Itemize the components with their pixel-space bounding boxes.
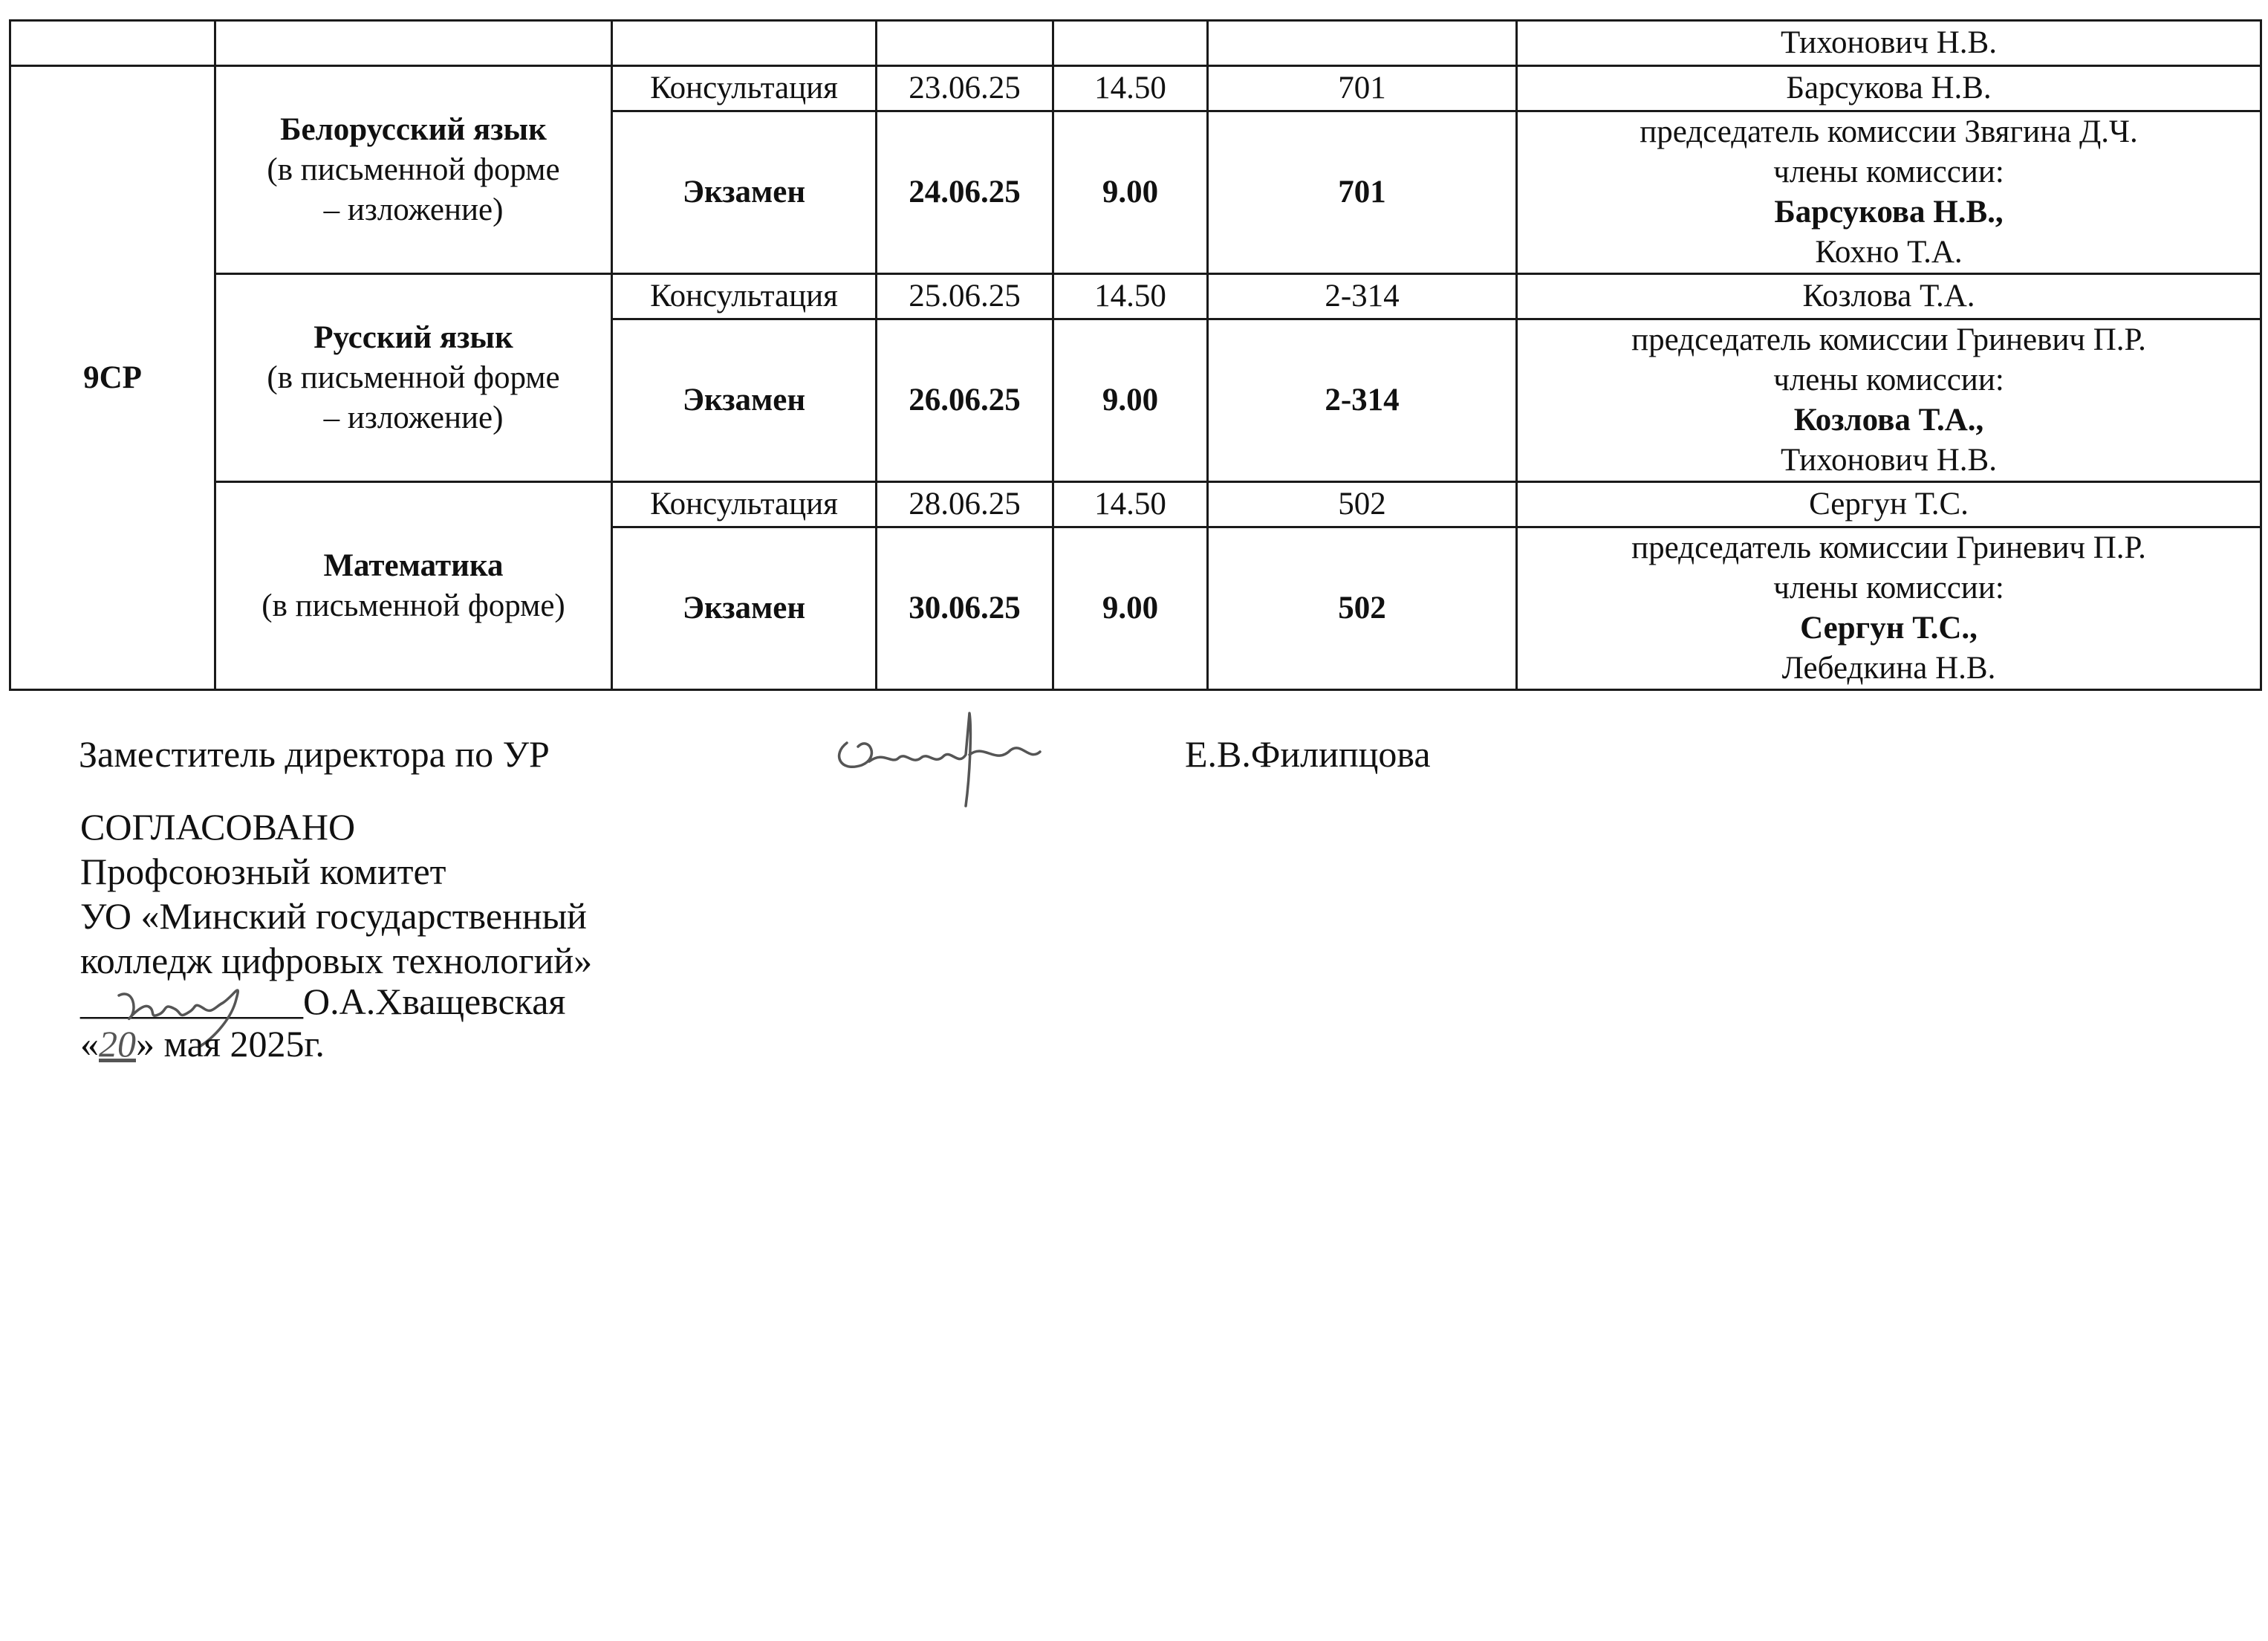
subject-name: Русский язык bbox=[313, 319, 513, 355]
date-cell: 25.06.25 bbox=[877, 274, 1053, 319]
table-cell bbox=[1208, 21, 1517, 66]
room-cell: 2-314 bbox=[1208, 319, 1517, 482]
table-cell bbox=[1053, 21, 1208, 66]
subject-cell bbox=[215, 482, 612, 690]
time-cell: 14.50 bbox=[1053, 482, 1208, 527]
exam-schedule-table bbox=[9, 19, 2262, 691]
deputy-signature-icon bbox=[817, 683, 1062, 810]
date-rest: » мая 2025г. bbox=[136, 1023, 325, 1065]
table-row bbox=[10, 21, 2261, 66]
event-type-cell: Консультация bbox=[612, 274, 877, 319]
committee-member-main: Козлова Т.А., bbox=[1793, 403, 1984, 438]
committee-member-main: Барсукова Н.В., bbox=[1774, 195, 2004, 230]
committee-cell bbox=[1517, 111, 2261, 274]
union-line-3: колледж цифровых технологий» bbox=[80, 940, 593, 981]
committee-chair: председатель комиссии Звягина Д.Ч. bbox=[1640, 114, 2138, 149]
date-cell: 24.06.25 bbox=[877, 111, 1053, 274]
teacher-cell: Козлова Т.А. bbox=[1517, 274, 2261, 319]
committee-chair: председатель комиссии Гриневич П.Р. bbox=[1631, 322, 2146, 357]
event-type-cell: Экзамен bbox=[612, 111, 877, 274]
date-cell: 28.06.25 bbox=[877, 482, 1053, 527]
event-type-cell: Экзамен bbox=[612, 319, 877, 482]
event-type-cell: Консультация bbox=[612, 482, 877, 527]
subject-name: Белорусский язык bbox=[280, 111, 547, 147]
room-cell: 502 bbox=[1208, 482, 1517, 527]
teacher-cell: Сергун Т.С. bbox=[1517, 482, 2261, 527]
date-day: 20 bbox=[99, 1023, 136, 1065]
table-cell bbox=[10, 21, 215, 66]
date-open-quote: « bbox=[80, 1023, 99, 1065]
committee-member: Лебедкина Н.В. bbox=[1781, 651, 1996, 686]
subject-form: (в письменной форме) bbox=[261, 588, 565, 623]
table-row bbox=[10, 482, 2261, 527]
date-cell: 30.06.25 bbox=[877, 527, 1053, 690]
deputy-name: Е.В.Филипцова bbox=[1185, 733, 1431, 775]
approved-heading: СОГЛАСОВАНО bbox=[80, 806, 356, 848]
committee-member: Тихонович Н.В. bbox=[1780, 443, 1997, 478]
group-cell: 9СР bbox=[10, 66, 215, 690]
event-type-cell: Консультация bbox=[612, 66, 877, 111]
deputy-title: Заместитель директора по УР bbox=[79, 733, 550, 775]
teacher-cell: Тихонович Н.В. bbox=[1517, 21, 2261, 66]
committee-members-label: члены комиссии: bbox=[1773, 363, 2004, 397]
time-cell: 9.00 bbox=[1053, 319, 1208, 482]
committee-chair: председатель комиссии Гриневич П.Р. bbox=[1631, 530, 2146, 565]
union-line-2: УО «Минский государственный bbox=[80, 895, 587, 937]
date-cell: 23.06.25 bbox=[877, 66, 1053, 111]
table-cell bbox=[877, 21, 1053, 66]
time-cell: 14.50 bbox=[1053, 274, 1208, 319]
subject-name: Математика bbox=[323, 547, 504, 583]
table-cell bbox=[612, 21, 877, 66]
time-cell: 14.50 bbox=[1053, 66, 1208, 111]
subject-cell bbox=[215, 274, 612, 482]
event-type-cell: Экзамен bbox=[612, 527, 877, 690]
committee-cell bbox=[1517, 527, 2261, 690]
signature-blank: ____________ bbox=[80, 981, 303, 1022]
subject-form: (в письменной форме – изложение) bbox=[267, 360, 560, 435]
committee-member-main: Сергун Т.С., bbox=[1800, 611, 1978, 646]
room-cell: 701 bbox=[1208, 66, 1517, 111]
union-line-1: Профсоюзный комитет bbox=[80, 851, 446, 892]
table-row bbox=[10, 66, 2261, 111]
room-cell: 701 bbox=[1208, 111, 1517, 274]
committee-member: Кохно Т.А. bbox=[1815, 235, 1963, 270]
subject-cell bbox=[215, 66, 612, 274]
union-signer: О.А.Хващевская bbox=[303, 981, 566, 1022]
table-row bbox=[10, 274, 2261, 319]
time-cell: 9.00 bbox=[1053, 111, 1208, 274]
room-cell: 2-314 bbox=[1208, 274, 1517, 319]
committee-members-label: члены комиссии: bbox=[1773, 155, 2004, 189]
room-cell: 502 bbox=[1208, 527, 1517, 690]
subject-form: (в письменной форме – изложение) bbox=[267, 152, 560, 227]
time-cell: 9.00 bbox=[1053, 527, 1208, 690]
teacher-cell: Барсукова Н.В. bbox=[1517, 66, 2261, 111]
committee-members-label: члены комиссии: bbox=[1773, 571, 2004, 605]
date-cell: 26.06.25 bbox=[877, 319, 1053, 482]
committee-cell bbox=[1517, 319, 2261, 482]
approval-date bbox=[80, 1021, 325, 1066]
table-cell bbox=[215, 21, 612, 66]
